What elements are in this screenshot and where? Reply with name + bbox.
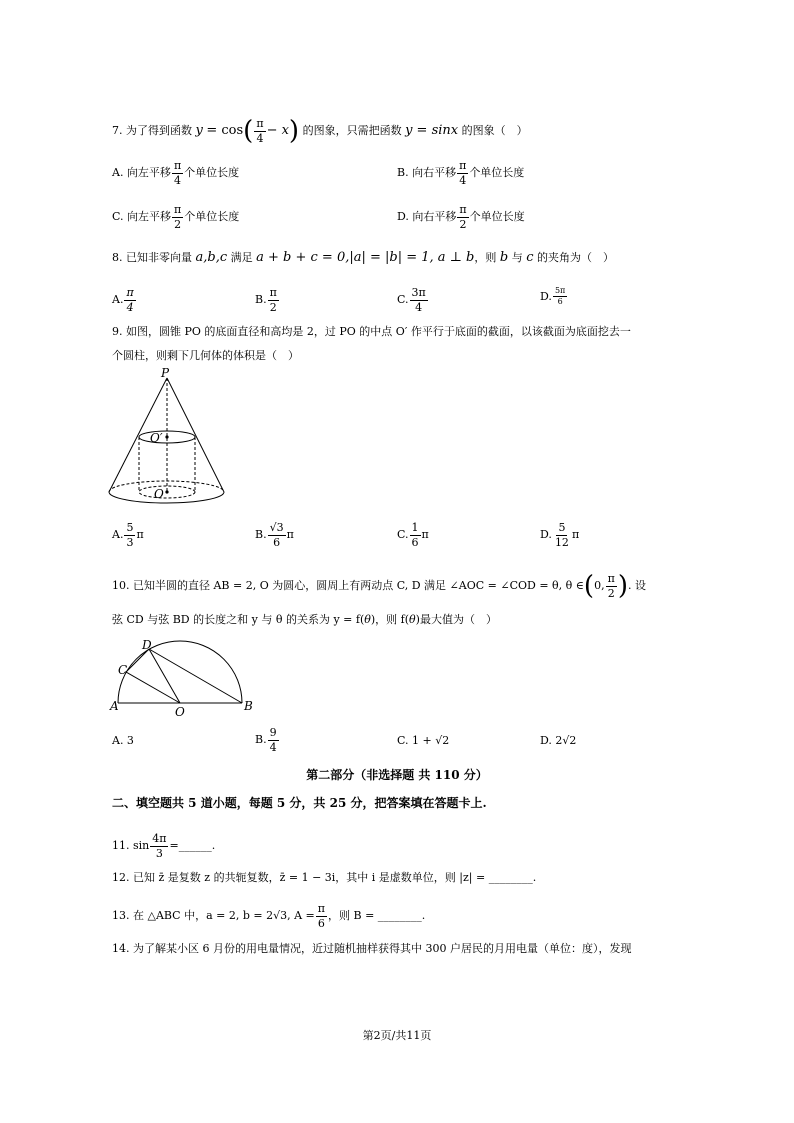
q11-den: 3 — [155, 846, 163, 860]
q9-fig-label-o1: O′ — [150, 431, 163, 445]
q7-option-d-den: 2 — [459, 217, 467, 231]
q7-option-c-post: 个单位长度 — [184, 210, 240, 224]
q10-fig-label-a: A — [110, 699, 119, 713]
q8-mid: ，则 — [474, 251, 497, 264]
q8-option-d — [540, 287, 568, 307]
q9-option-c-post: π — [421, 528, 429, 542]
q7-option-a-post: 个单位长度 — [184, 166, 240, 180]
q8-option-c-label: C. — [397, 293, 409, 307]
q10-interval-den: 2 — [607, 586, 615, 600]
q8-b: b — [499, 250, 509, 265]
q7-x: x — [450, 123, 459, 139]
q8-cond-pre: 满足 — [230, 251, 253, 264]
q8-option-c — [397, 287, 429, 313]
q8-stem — [112, 251, 614, 264]
q9-option-b-den: 6 — [273, 535, 281, 549]
q8-option-a — [112, 287, 137, 313]
q8-vectors: a,b,c — [195, 250, 228, 265]
q10-option-c: C. 1 + √2 — [397, 734, 450, 747]
q7-minus-x: − x — [266, 123, 289, 139]
q13-prefix: 13. 在 △ABC 中，a = 2, b = 2√3, A = — [112, 909, 315, 923]
q10-option-b-den: 4 — [269, 740, 277, 754]
q7-pi: π — [256, 117, 264, 130]
q10-interval-pre: 0, — [594, 579, 605, 593]
q8-option-c-num: 3π — [411, 286, 426, 299]
q8-suffix: 的夹角为（ ） — [536, 251, 614, 264]
q10-theta-1: θ — [364, 613, 371, 626]
q7-option-a-num: π — [173, 159, 182, 172]
q7-option-a — [112, 160, 239, 186]
q10-theta-2: θ — [409, 613, 416, 626]
q9-option-d-post: π — [571, 528, 580, 542]
q9-option-c-label: C. — [397, 528, 409, 542]
q8-c: c — [526, 250, 534, 265]
q10-fig-label-b: B — [244, 699, 253, 713]
q8-option-d-den: 6 — [557, 297, 563, 307]
q9-option-a-label: A. — [112, 528, 124, 542]
q8-option-b — [255, 287, 280, 313]
q8-option-a-den: 4 — [126, 300, 134, 314]
q7-func-eq: = cos — [206, 123, 244, 139]
q7-option-b-den: 4 — [459, 173, 467, 187]
q7-option-b-post: 个单位长度 — [469, 166, 525, 180]
q13-num: π — [317, 902, 325, 915]
q10-line2-post: 最大值为（ ） — [419, 613, 497, 626]
q10-stem-line1: 10. 已知半圆的直径 AB = 2, O 为圆心，圆周上有两动点 C, D 满足 ∠AOC = ∠COD = θ, θ ∈(0, $\frac{\pi}{2}$ ). 设 — [112, 571, 646, 602]
q7-stem: 7. 为了得到函数 y = cos( $\frac{\pi}{4}$ − x) 的图象，只需把函数 y = sinx 的图象（ ） — [112, 116, 528, 147]
q8-option-c-den: 4 — [415, 300, 423, 314]
q7-option-c-num: π — [174, 203, 182, 216]
q13-stem — [112, 903, 425, 929]
q7-func-y: y — [195, 123, 203, 139]
q8-condition: a + b + c = 0,|a| = |b| = 1, a ⊥ b — [256, 250, 475, 265]
q7-option-d-post: 个单位长度 — [469, 210, 525, 224]
q13-suffix: ，则 B = ________. — [328, 909, 426, 923]
q10-line1-pre: 10. 已知半圆的直径 AB = 2, O 为圆心，圆周上有两动点 C, D 满足 ∠AOC = ∠COD = θ, θ ∈ — [112, 579, 584, 593]
q10-option-b-label: B. — [255, 733, 267, 747]
q10-line1-post: . 设 — [627, 579, 646, 593]
q11-stem — [112, 833, 215, 859]
part2-heading: 第二部分（非选择题 共 110 分） — [306, 768, 488, 782]
q10-option-b — [255, 727, 280, 753]
q10-fig-label-d: D — [142, 638, 152, 652]
q7-option-a-den: 4 — [174, 173, 182, 187]
q8-and: 与 — [511, 251, 523, 264]
q7-mid: 的图象，只需把函数 — [302, 124, 402, 138]
q11-prefix: 11. sin — [112, 839, 150, 853]
q10-stem-line2: 弦 CD 与弦 BD 的长度之和 y 与 θ 的关系为 y = f(θ)，则 f(θ)最大值为（ ） — [112, 613, 497, 626]
q8-option-d-num: 5π — [553, 287, 567, 297]
q9-stem-line2: 个圆柱，则剩下几何体的体积是（ ） — [112, 349, 299, 362]
q8-prefix: 8. 已知非零向量 — [112, 251, 192, 264]
q7-option-c-den: 2 — [174, 217, 182, 231]
q10-option-a: A. 3 — [112, 734, 134, 747]
q9-option-c-num: 1 — [411, 521, 419, 534]
q7-func2: y = sin — [405, 123, 451, 139]
q9-option-c — [397, 522, 429, 548]
q13-den: 6 — [317, 916, 325, 930]
q8-option-b-num: π — [269, 286, 277, 299]
q9-fig-label-p: P — [161, 368, 170, 380]
q8-option-d-label: D. — [540, 289, 552, 303]
q10-semicircle-figure — [108, 638, 260, 720]
q7-option-b-num: π — [459, 159, 467, 172]
q9-option-b — [255, 522, 294, 548]
q12-stem: 12. 已知 z̄ 是复数 z 的共轭复数，z̄ = 1 − 3i，其中 i 是虚数单位，则 |z| = ________. — [112, 871, 537, 884]
q10-option-b-num: 9 — [269, 726, 277, 739]
q7-option-b-pre: B. 向右平移 — [397, 166, 457, 180]
q9-option-d — [540, 522, 579, 548]
q10-line2-mid: ，则 f — [375, 613, 405, 626]
q7-prefix: 7. 为了得到函数 — [112, 124, 192, 138]
q9-option-a-num: 5 — [126, 521, 134, 534]
q10-interval-num: π — [607, 572, 615, 585]
q8-option-b-label: B. — [255, 293, 267, 307]
q11-num: 4π — [152, 832, 167, 845]
q10-line2-pre: 弦 CD 与弦 BD 的长度之和 y 与 θ 的关系为 y = f — [112, 613, 360, 626]
q9-option-d-den: 12 — [554, 535, 569, 549]
q9-option-b-label: B. — [255, 528, 267, 542]
q9-option-c-den: 6 — [411, 535, 419, 549]
q7-four: 4 — [256, 131, 264, 145]
q9-option-d-num: 5 — [558, 521, 566, 534]
q7-option-c-pre: C. 向左平移 — [112, 210, 172, 224]
q8-option-a-num: π — [126, 286, 134, 299]
page-footer: 第2页/共11页 — [362, 1029, 432, 1042]
q10-fig-label-c: C — [118, 663, 128, 677]
q8-option-a-label: A. — [112, 293, 124, 307]
q11-suffix: =______. — [169, 839, 216, 853]
q7-option-d-num: π — [459, 203, 467, 216]
q14-stem: 14. 为了解某小区 6 月份的用电量情况，近过随机抽样获得其中 300 户居民的月用电量（单位：度），发现 — [112, 942, 632, 955]
q7-suffix: 的图象（ ） — [461, 124, 528, 138]
q7-option-d-pre: D. 向右平移 — [397, 210, 457, 224]
q7-option-a-pre: A. 向左平移 — [112, 166, 171, 180]
q9-option-a-den: 3 — [126, 535, 134, 549]
q9-fig-label-o: O — [154, 487, 164, 501]
q9-option-b-post: π — [286, 528, 294, 542]
q9-option-b-num: √3 — [269, 521, 284, 534]
q9-option-d-label: D. — [540, 528, 552, 542]
q8-option-b-den: 2 — [269, 300, 277, 314]
q10-option-d: D. 2√2 — [540, 734, 577, 747]
q10-fig-label-o: O — [175, 705, 185, 719]
q9-stem-line1: 9. 如图，圆锥 PO 的底面直径和高均是 2，过 PO 的中点 O′ 作平行于底面的截面，以该截面为底面挖去一 — [112, 325, 631, 338]
fill-in-heading: 二、填空题共 5 道小题，每题 5 分，共 25 分，把答案填在答题卡上. — [112, 796, 487, 810]
q7-option-c — [112, 204, 239, 230]
q7-option-d — [397, 204, 525, 230]
q9-option-a-post: π — [136, 528, 144, 542]
q9-option-a — [112, 522, 144, 548]
q7-option-b — [397, 160, 524, 186]
q9-cone-figure — [104, 368, 234, 508]
